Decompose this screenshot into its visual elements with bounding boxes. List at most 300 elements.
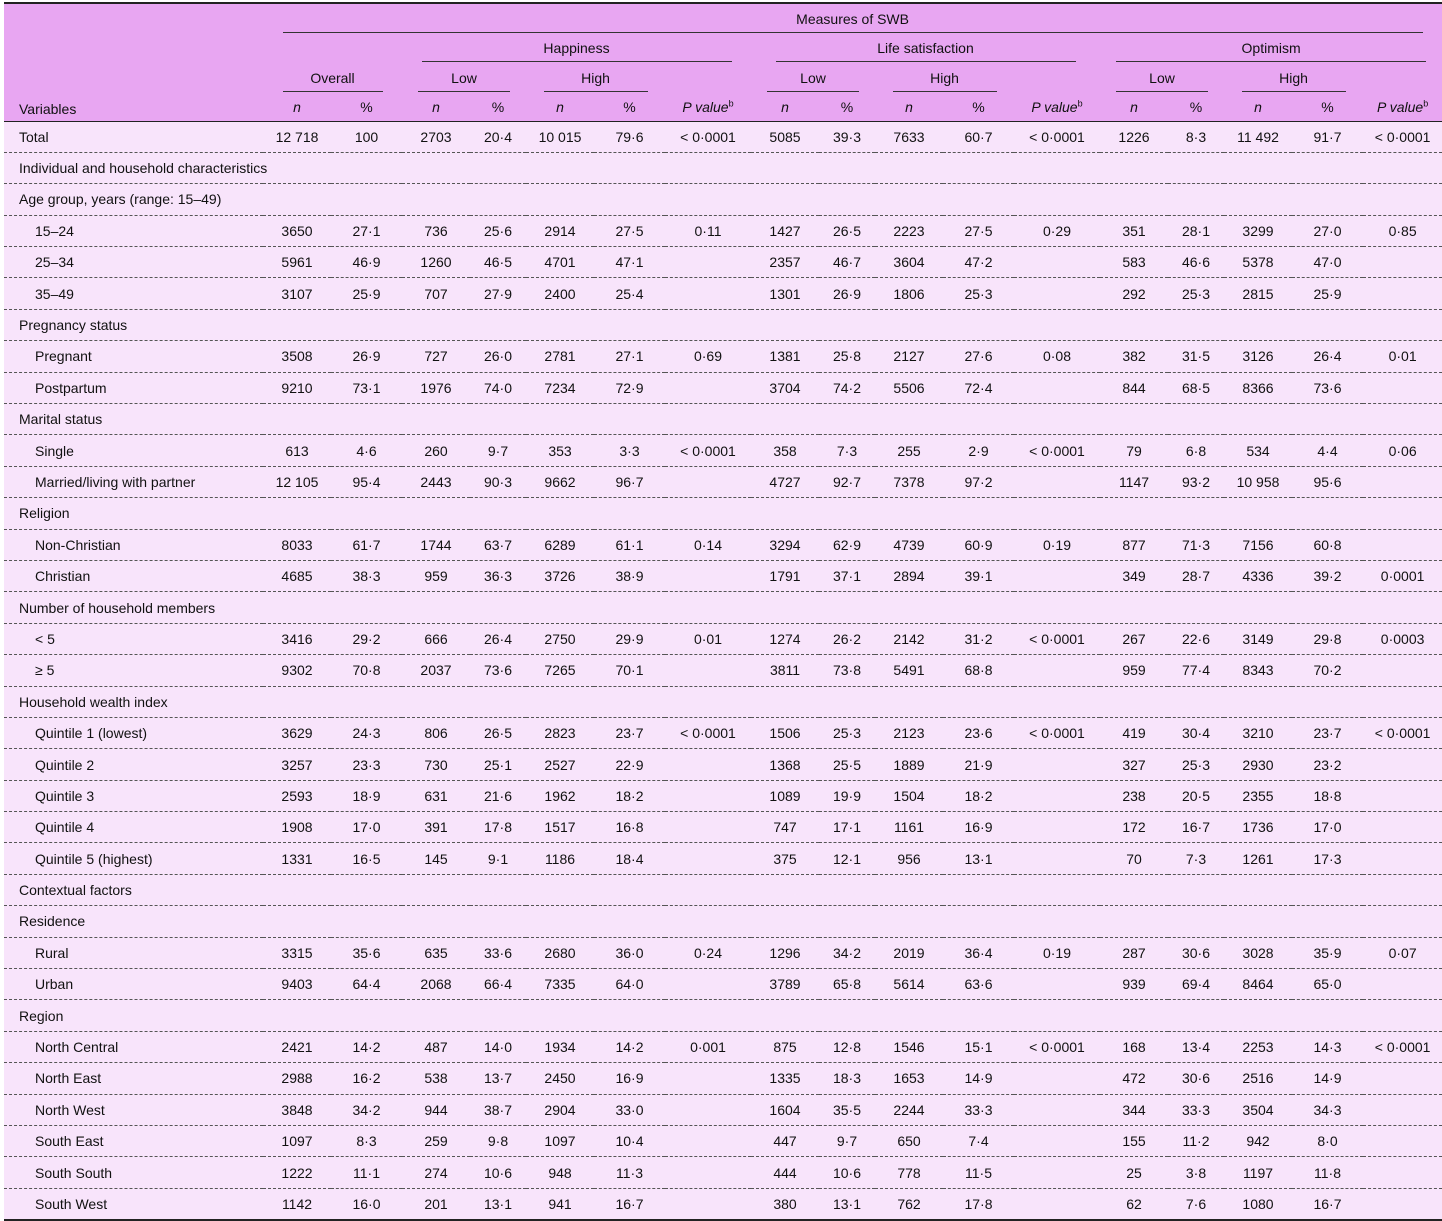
value-cell: 18·9 bbox=[331, 780, 402, 811]
value-cell: 27·5 bbox=[943, 215, 1014, 246]
optimism-high-header: High bbox=[1242, 65, 1346, 92]
value-cell: 358 bbox=[751, 435, 819, 466]
p-value-cell: < 0·0001 bbox=[1363, 717, 1442, 748]
value-cell: 9·7 bbox=[819, 1126, 875, 1157]
value-cell: 2400 bbox=[526, 278, 594, 309]
table-row bbox=[4, 780, 1442, 811]
value-cell: 11·1 bbox=[331, 1157, 402, 1188]
p-value-cell bbox=[1014, 780, 1100, 811]
row-label: South East bbox=[4, 1126, 263, 1157]
p-value-footnote-mark: b bbox=[728, 98, 734, 109]
value-cell: 13·1 bbox=[470, 1188, 526, 1220]
value-cell: 875 bbox=[751, 1031, 819, 1062]
value-cell: 1335 bbox=[751, 1063, 819, 1094]
value-cell: 26·5 bbox=[819, 215, 875, 246]
p-value-cell bbox=[1363, 969, 1442, 1000]
value-cell: 25·9 bbox=[1292, 278, 1363, 309]
p-value-cell bbox=[665, 1094, 751, 1125]
table-row bbox=[4, 749, 1442, 780]
value-cell: 38·9 bbox=[594, 560, 665, 591]
section-label: Religion bbox=[4, 498, 1442, 529]
value-cell: 71·3 bbox=[1168, 529, 1224, 560]
value-cell: 31·5 bbox=[1168, 341, 1224, 372]
section-row bbox=[4, 906, 1442, 937]
value-cell: 1097 bbox=[526, 1126, 594, 1157]
value-cell: 38·3 bbox=[331, 560, 402, 591]
value-cell: 64·0 bbox=[594, 969, 665, 1000]
value-cell: 17·0 bbox=[331, 812, 402, 843]
table-row bbox=[4, 623, 1442, 654]
value-cell: 1604 bbox=[751, 1094, 819, 1125]
value-cell: 26·0 bbox=[470, 341, 526, 372]
p-value-cell: < 0·0001 bbox=[1014, 623, 1100, 654]
row-label: 15–24 bbox=[4, 215, 263, 246]
value-cell: 631 bbox=[402, 780, 470, 811]
value-cell: 26·2 bbox=[819, 623, 875, 654]
value-cell: 17·1 bbox=[819, 812, 875, 843]
value-cell: 444 bbox=[751, 1157, 819, 1188]
row-label: Pregnant bbox=[4, 341, 263, 372]
value-cell: 16·7 bbox=[1168, 812, 1224, 843]
p-value-cell bbox=[1014, 812, 1100, 843]
value-cell: 97·2 bbox=[943, 466, 1014, 497]
p-value-cell: < 0·0001 bbox=[665, 121, 751, 152]
value-cell: 27·5 bbox=[594, 215, 665, 246]
value-cell: 2894 bbox=[875, 560, 943, 591]
value-cell: 79·6 bbox=[594, 121, 665, 152]
value-cell: 12 105 bbox=[263, 466, 331, 497]
value-cell: 63·7 bbox=[470, 529, 526, 560]
p-value-column-header bbox=[1363, 94, 1442, 121]
value-cell: 4739 bbox=[875, 529, 943, 560]
value-cell: 1381 bbox=[751, 341, 819, 372]
happiness-header: Happiness bbox=[422, 35, 732, 62]
value-cell: 238 bbox=[1100, 780, 1168, 811]
value-cell: 16·7 bbox=[1292, 1188, 1363, 1220]
p-value-cell: < 0·0001 bbox=[1363, 121, 1442, 152]
value-cell: 47·0 bbox=[1292, 247, 1363, 278]
value-cell: 3315 bbox=[263, 937, 331, 968]
table-row bbox=[4, 812, 1442, 843]
value-cell: 349 bbox=[1100, 560, 1168, 591]
table-row bbox=[4, 247, 1442, 278]
value-cell: 2123 bbox=[875, 717, 943, 748]
value-cell: 7·3 bbox=[819, 435, 875, 466]
section-label: Contextual factors bbox=[4, 874, 1442, 905]
value-cell: 12·1 bbox=[819, 843, 875, 874]
value-cell: 942 bbox=[1224, 1126, 1292, 1157]
value-cell: 4·6 bbox=[331, 435, 402, 466]
value-cell: 2904 bbox=[526, 1094, 594, 1125]
value-cell: 4685 bbox=[263, 560, 331, 591]
row-label: Non-Christian bbox=[4, 529, 263, 560]
table-row bbox=[4, 1188, 1442, 1220]
percent-column-header: % bbox=[819, 94, 875, 121]
value-cell: 25·6 bbox=[470, 215, 526, 246]
n-column-header bbox=[875, 94, 943, 121]
value-cell: 10 958 bbox=[1224, 466, 1292, 497]
value-cell: 2823 bbox=[526, 717, 594, 748]
value-cell: 36·0 bbox=[594, 937, 665, 968]
value-cell: 90·3 bbox=[470, 466, 526, 497]
value-cell: 29·8 bbox=[1292, 623, 1363, 654]
value-cell: 730 bbox=[402, 749, 470, 780]
value-cell: 17·8 bbox=[943, 1188, 1014, 1220]
section-label: Household wealth index bbox=[4, 686, 1442, 717]
value-cell: 24·3 bbox=[331, 717, 402, 748]
value-cell: 447 bbox=[751, 1126, 819, 1157]
value-cell: 2680 bbox=[526, 937, 594, 968]
value-cell: 37·1 bbox=[819, 560, 875, 591]
value-cell: 3604 bbox=[875, 247, 943, 278]
value-cell: 7·3 bbox=[1168, 843, 1224, 874]
value-cell: 29·2 bbox=[331, 623, 402, 654]
optimism-low-header: Low bbox=[1116, 65, 1208, 92]
value-cell: 736 bbox=[402, 215, 470, 246]
value-cell: 36·3 bbox=[470, 560, 526, 591]
value-cell: 22·6 bbox=[1168, 623, 1224, 654]
value-cell: 18·2 bbox=[943, 780, 1014, 811]
value-cell: 62 bbox=[1100, 1188, 1168, 1220]
value-cell: 267 bbox=[1100, 623, 1168, 654]
p-value-cell: < 0·0001 bbox=[665, 435, 751, 466]
p-value-cell: 0·001 bbox=[665, 1031, 751, 1062]
value-cell: 69·4 bbox=[1168, 969, 1224, 1000]
p-value-cell bbox=[1363, 1188, 1442, 1220]
value-cell: 3·8 bbox=[1168, 1157, 1224, 1188]
p-value-cell bbox=[665, 466, 751, 497]
value-cell: 8·0 bbox=[1292, 1126, 1363, 1157]
value-cell: 5506 bbox=[875, 372, 943, 403]
value-cell: 26·4 bbox=[470, 623, 526, 654]
value-cell: 941 bbox=[526, 1188, 594, 1220]
table-row bbox=[4, 529, 1442, 560]
value-cell: 1222 bbox=[263, 1157, 331, 1188]
percent-column-header: % bbox=[470, 94, 526, 121]
value-cell: 168 bbox=[1100, 1031, 1168, 1062]
value-cell: 3126 bbox=[1224, 341, 1292, 372]
value-cell: 959 bbox=[1100, 655, 1168, 686]
section-row bbox=[4, 592, 1442, 623]
value-cell: 11·3 bbox=[594, 1157, 665, 1188]
percent-column-header: % bbox=[331, 94, 402, 121]
value-cell: 353 bbox=[526, 435, 594, 466]
value-cell: 380 bbox=[751, 1188, 819, 1220]
value-cell: 35·6 bbox=[331, 937, 402, 968]
p-value-cell bbox=[1014, 1157, 1100, 1188]
table-row bbox=[4, 1126, 1442, 1157]
value-cell: 8033 bbox=[263, 529, 331, 560]
value-cell: 6·8 bbox=[1168, 435, 1224, 466]
value-cell: 26·9 bbox=[331, 341, 402, 372]
value-cell: 7·4 bbox=[943, 1126, 1014, 1157]
value-cell: 47·1 bbox=[594, 247, 665, 278]
p-value-cell: < 0·0001 bbox=[1363, 1031, 1442, 1062]
value-cell: 22·9 bbox=[594, 749, 665, 780]
value-cell: 26·9 bbox=[819, 278, 875, 309]
value-cell: 9210 bbox=[263, 372, 331, 403]
value-cell: 21·6 bbox=[470, 780, 526, 811]
value-cell: 16·9 bbox=[594, 1063, 665, 1094]
value-cell: 260 bbox=[402, 435, 470, 466]
value-cell: 16·2 bbox=[331, 1063, 402, 1094]
value-cell: 5085 bbox=[751, 121, 819, 152]
value-cell: 5961 bbox=[263, 247, 331, 278]
value-cell: 877 bbox=[1100, 529, 1168, 560]
value-cell: 25·3 bbox=[819, 717, 875, 748]
section-row bbox=[4, 404, 1442, 435]
value-cell: 16·9 bbox=[943, 812, 1014, 843]
p-value-cell bbox=[1014, 372, 1100, 403]
value-cell: 66·4 bbox=[470, 969, 526, 1000]
table-row bbox=[4, 215, 1442, 246]
value-cell: 38·7 bbox=[470, 1094, 526, 1125]
table-row bbox=[4, 372, 1442, 403]
value-cell: 93·2 bbox=[1168, 466, 1224, 497]
section-row bbox=[4, 686, 1442, 717]
table-row bbox=[4, 341, 1442, 372]
value-cell: 9·1 bbox=[470, 843, 526, 874]
value-cell: 9·8 bbox=[470, 1126, 526, 1157]
value-cell: 2127 bbox=[875, 341, 943, 372]
table-row bbox=[4, 843, 1442, 874]
value-cell: 23·6 bbox=[943, 717, 1014, 748]
value-cell: 1427 bbox=[751, 215, 819, 246]
value-cell: 25·3 bbox=[943, 278, 1014, 309]
p-value-cell bbox=[665, 278, 751, 309]
value-cell: 1261 bbox=[1224, 843, 1292, 874]
value-cell: 1546 bbox=[875, 1031, 943, 1062]
row-label: Quintile 4 bbox=[4, 812, 263, 843]
table-row bbox=[4, 717, 1442, 748]
value-cell: 65·8 bbox=[819, 969, 875, 1000]
value-cell: 74·0 bbox=[470, 372, 526, 403]
p-value-cell: 0·69 bbox=[665, 341, 751, 372]
row-label: North Central bbox=[4, 1031, 263, 1062]
value-cell: 255 bbox=[875, 435, 943, 466]
p-value-cell bbox=[1014, 278, 1100, 309]
p-value-cell bbox=[665, 812, 751, 843]
value-cell: 21·9 bbox=[943, 749, 1014, 780]
value-cell: 2930 bbox=[1224, 749, 1292, 780]
section-row bbox=[4, 498, 1442, 529]
value-cell: 1197 bbox=[1224, 1157, 1292, 1188]
value-cell: 2357 bbox=[751, 247, 819, 278]
p-value-cell: 0·11 bbox=[665, 215, 751, 246]
value-cell: 23·7 bbox=[1292, 717, 1363, 748]
value-cell: 7633 bbox=[875, 121, 943, 152]
n-label: n bbox=[556, 99, 564, 116]
p-value-cell: < 0·0001 bbox=[1014, 717, 1100, 748]
swb-table-container bbox=[4, 2, 1431, 1221]
value-cell: 351 bbox=[1100, 215, 1168, 246]
value-cell: 8343 bbox=[1224, 655, 1292, 686]
value-cell: 72·4 bbox=[943, 372, 1014, 403]
table-row bbox=[4, 937, 1442, 968]
value-cell: 11·2 bbox=[1168, 1126, 1224, 1157]
value-cell: 806 bbox=[402, 717, 470, 748]
value-cell: 375 bbox=[751, 843, 819, 874]
value-cell: 287 bbox=[1100, 937, 1168, 968]
value-cell: 33·3 bbox=[1168, 1094, 1224, 1125]
p-value-cell: 0·08 bbox=[1014, 341, 1100, 372]
value-cell: 68·8 bbox=[943, 655, 1014, 686]
row-label: Quintile 2 bbox=[4, 749, 263, 780]
section-row bbox=[4, 152, 1442, 183]
p-value-cell bbox=[1363, 1094, 1442, 1125]
p-value-cell bbox=[1363, 749, 1442, 780]
p-value-cell bbox=[1363, 812, 1442, 843]
value-cell: 25·4 bbox=[594, 278, 665, 309]
value-cell: 61·7 bbox=[331, 529, 402, 560]
value-cell: 8·3 bbox=[1168, 121, 1224, 152]
p-value-cell: 0·01 bbox=[1363, 341, 1442, 372]
value-cell: 3504 bbox=[1224, 1094, 1292, 1125]
p-value-cell: < 0·0001 bbox=[1014, 435, 1100, 466]
value-cell: 16·7 bbox=[594, 1188, 665, 1220]
table-row bbox=[4, 969, 1442, 1000]
value-cell: 27·9 bbox=[470, 278, 526, 309]
value-cell: 15·1 bbox=[943, 1031, 1014, 1062]
value-cell: 9302 bbox=[263, 655, 331, 686]
table-row bbox=[4, 121, 1442, 152]
value-cell: 2253 bbox=[1224, 1031, 1292, 1062]
value-cell: 7378 bbox=[875, 466, 943, 497]
value-cell: 2244 bbox=[875, 1094, 943, 1125]
value-cell: 7·6 bbox=[1168, 1188, 1224, 1220]
section-label: Pregnancy status bbox=[4, 309, 1442, 340]
value-cell: 5378 bbox=[1224, 247, 1292, 278]
value-cell: 23·2 bbox=[1292, 749, 1363, 780]
value-cell: 70·8 bbox=[331, 655, 402, 686]
value-cell: 2450 bbox=[526, 1063, 594, 1094]
value-cell: 2037 bbox=[402, 655, 470, 686]
section-row bbox=[4, 309, 1442, 340]
section-label: Individual and household characteristics bbox=[4, 152, 1442, 183]
p-value-cell bbox=[1014, 466, 1100, 497]
value-cell: 3107 bbox=[263, 278, 331, 309]
value-cell: 959 bbox=[402, 560, 470, 591]
p-value-cell bbox=[1363, 843, 1442, 874]
value-cell: 19·9 bbox=[819, 780, 875, 811]
value-cell: 13·1 bbox=[943, 843, 1014, 874]
p-value-cell bbox=[1014, 1063, 1100, 1094]
p-value-cell bbox=[665, 1188, 751, 1220]
percent-column-header: % bbox=[1292, 94, 1363, 121]
value-cell: 9662 bbox=[526, 466, 594, 497]
value-cell: 31·2 bbox=[943, 623, 1014, 654]
value-cell: 73·6 bbox=[1292, 372, 1363, 403]
value-cell: 1908 bbox=[263, 812, 331, 843]
value-cell: 2516 bbox=[1224, 1063, 1292, 1094]
value-cell: 939 bbox=[1100, 969, 1168, 1000]
p-label: P value bbox=[1031, 99, 1078, 116]
value-cell: 34·2 bbox=[331, 1094, 402, 1125]
value-cell: 844 bbox=[1100, 372, 1168, 403]
value-cell: 29·9 bbox=[594, 623, 665, 654]
value-cell: 3848 bbox=[263, 1094, 331, 1125]
p-value-cell bbox=[1014, 843, 1100, 874]
value-cell: 7265 bbox=[526, 655, 594, 686]
value-cell: 23·7 bbox=[594, 717, 665, 748]
value-cell: 172 bbox=[1100, 812, 1168, 843]
value-cell: 1889 bbox=[875, 749, 943, 780]
n-column-header bbox=[1224, 94, 1292, 121]
value-cell: 7234 bbox=[526, 372, 594, 403]
table-body bbox=[4, 121, 1442, 1220]
section-label: Marital status bbox=[4, 404, 1442, 435]
value-cell: 1976 bbox=[402, 372, 470, 403]
value-cell: 1260 bbox=[402, 247, 470, 278]
life-low-header: Low bbox=[767, 65, 859, 92]
value-cell: 28·1 bbox=[1168, 215, 1224, 246]
section-label: Region bbox=[4, 1000, 1442, 1031]
value-cell: 10·4 bbox=[594, 1126, 665, 1157]
p-value-cell bbox=[1363, 780, 1442, 811]
value-cell: 63·6 bbox=[943, 969, 1014, 1000]
value-cell: 1744 bbox=[402, 529, 470, 560]
value-cell: 13·4 bbox=[1168, 1031, 1224, 1062]
value-cell: 9403 bbox=[263, 969, 331, 1000]
p-value-cell bbox=[665, 655, 751, 686]
value-cell: 25 bbox=[1100, 1157, 1168, 1188]
value-cell: 17·3 bbox=[1292, 843, 1363, 874]
row-label: Quintile 5 (highest) bbox=[4, 843, 263, 874]
value-cell: 944 bbox=[402, 1094, 470, 1125]
row-label: Christian bbox=[4, 560, 263, 591]
value-cell: 92·7 bbox=[819, 466, 875, 497]
value-cell: 1934 bbox=[526, 1031, 594, 1062]
value-cell: 25·1 bbox=[470, 749, 526, 780]
value-cell: 4701 bbox=[526, 247, 594, 278]
p-value-cell bbox=[665, 1063, 751, 1094]
p-value-cell bbox=[1363, 372, 1442, 403]
value-cell: 1653 bbox=[875, 1063, 943, 1094]
p-value-cell: 0·19 bbox=[1014, 529, 1100, 560]
value-cell: 33·6 bbox=[470, 937, 526, 968]
value-cell: 1791 bbox=[751, 560, 819, 591]
value-cell: 70 bbox=[1100, 843, 1168, 874]
value-cell: 8·3 bbox=[331, 1126, 402, 1157]
p-value-cell bbox=[1363, 466, 1442, 497]
value-cell: 2443 bbox=[402, 466, 470, 497]
value-cell: 27·0 bbox=[1292, 215, 1363, 246]
p-value-cell: 0·14 bbox=[665, 529, 751, 560]
value-cell: 3149 bbox=[1224, 623, 1292, 654]
value-cell: 2421 bbox=[263, 1031, 331, 1062]
value-cell: 30·6 bbox=[1168, 937, 1224, 968]
p-value-cell: 0·0001 bbox=[1363, 560, 1442, 591]
value-cell: 79 bbox=[1100, 435, 1168, 466]
p-value-cell: 0·85 bbox=[1363, 215, 1442, 246]
row-label: Rural bbox=[4, 937, 263, 968]
value-cell: 707 bbox=[402, 278, 470, 309]
value-cell: 3299 bbox=[1224, 215, 1292, 246]
value-cell: 16·5 bbox=[331, 843, 402, 874]
value-cell: 36·4 bbox=[943, 937, 1014, 968]
value-cell: 3416 bbox=[263, 623, 331, 654]
p-value-footnote-mark: b bbox=[1423, 98, 1429, 109]
value-cell: 23·3 bbox=[331, 749, 402, 780]
value-cell: 1080 bbox=[1224, 1188, 1292, 1220]
value-cell: 1274 bbox=[751, 623, 819, 654]
table-row bbox=[4, 1031, 1442, 1062]
value-cell: 1736 bbox=[1224, 812, 1292, 843]
value-cell: 613 bbox=[263, 435, 331, 466]
value-cell: 72·9 bbox=[594, 372, 665, 403]
value-cell: 3789 bbox=[751, 969, 819, 1000]
n-column-header bbox=[1100, 94, 1168, 121]
